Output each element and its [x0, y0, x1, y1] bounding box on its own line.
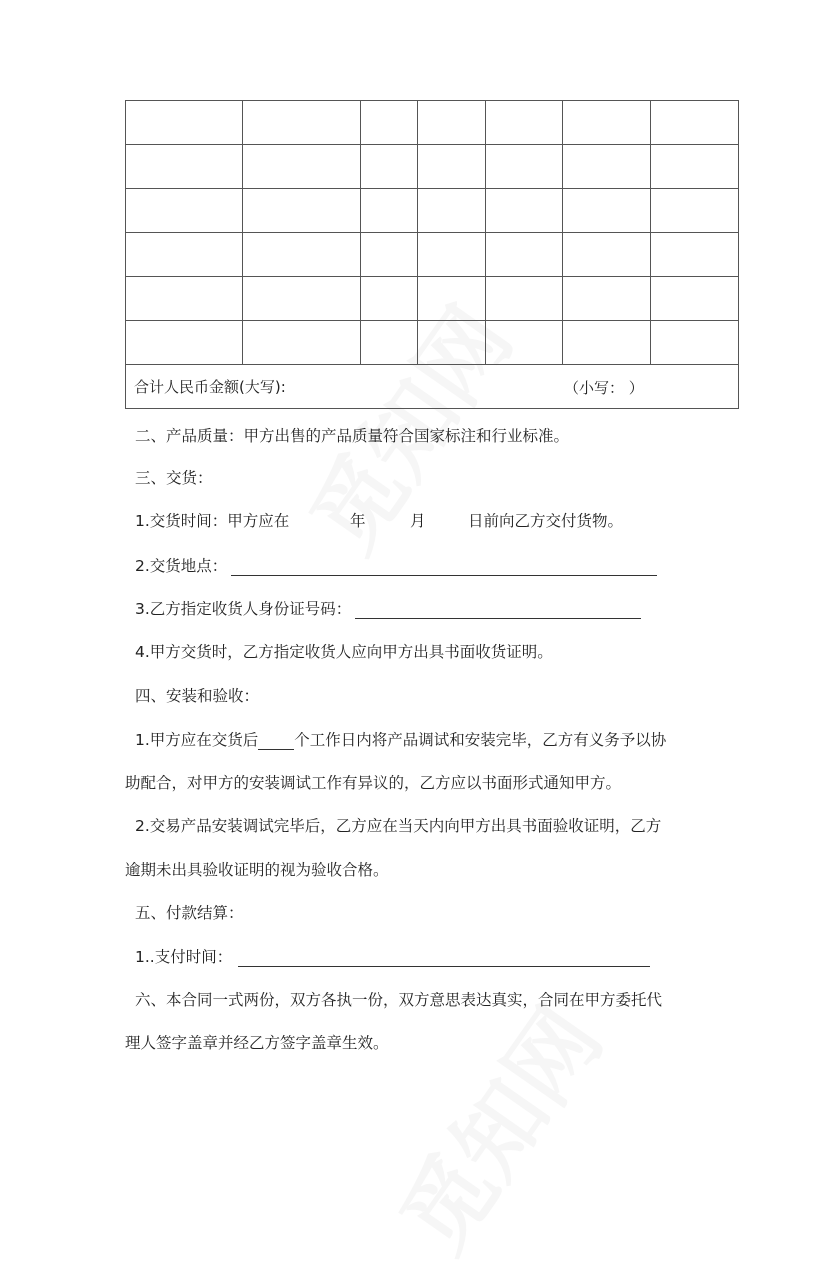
delivery-time-prefix: 1.交货时间：甲方应在: [135, 512, 290, 530]
table-cell[interactable]: [563, 189, 651, 233]
table-cell[interactable]: [360, 233, 418, 277]
delivery-proof: 4.甲方交货时，乙方指定收货人应向甲方出具书面收货证明。: [135, 643, 553, 661]
table-cell[interactable]: [242, 145, 360, 189]
table-row: [126, 145, 739, 189]
table-cell[interactable]: [360, 277, 418, 321]
table-cell[interactable]: [418, 277, 486, 321]
table-cell[interactable]: [651, 189, 739, 233]
table-cell[interactable]: [563, 233, 651, 277]
delivery-heading: 三、交货：: [135, 469, 213, 487]
table-row: [126, 101, 739, 145]
table-cell[interactable]: [126, 277, 243, 321]
table-cell[interactable]: [651, 145, 739, 189]
table-cell[interactable]: [486, 321, 563, 365]
table-cell[interactable]: [126, 233, 243, 277]
table-cell[interactable]: [651, 101, 739, 145]
total-row: [126, 365, 739, 409]
table-cell[interactable]: [242, 321, 360, 365]
table-cell[interactable]: [563, 277, 651, 321]
total-label: 合计人民币金额(大写):: [134, 378, 286, 396]
copies-clause: 六、本合同一式两份，双方各执一份，双方意思表达真实，合同在甲方委托代: [135, 991, 663, 1009]
table-cell[interactable]: [418, 101, 486, 145]
receiver-id-blank[interactable]: [355, 600, 641, 619]
install-heading: 四、安装和验收：: [135, 687, 260, 705]
table-cell[interactable]: [242, 189, 360, 233]
table-cell[interactable]: [651, 233, 739, 277]
receiver-id-label: 3.乙方指定收货人身份证号码：: [135, 600, 352, 618]
install-clause-1: [135, 730, 666, 750]
table-cell[interactable]: [242, 101, 360, 145]
payment-heading: 五、付款结算：: [135, 904, 244, 922]
payment-time-blank[interactable]: [238, 948, 650, 967]
table-cell[interactable]: [486, 189, 563, 233]
payment-time-label: 1..支付时间：: [135, 948, 233, 966]
table-cell[interactable]: [418, 145, 486, 189]
delivery-place-label: 2.交货地点：: [135, 557, 228, 575]
table-cell[interactable]: [126, 321, 243, 365]
table-cell[interactable]: [418, 233, 486, 277]
table-cell[interactable]: [651, 277, 739, 321]
table-cell[interactable]: [242, 233, 360, 277]
table-row: [126, 189, 739, 233]
delivery-time: [135, 511, 735, 531]
install-1a: 1.甲方应在交货后: [135, 731, 259, 749]
table-cell[interactable]: [486, 101, 563, 145]
install-clause-2: 2.交易产品安装调试完毕后，乙方应在当天内向甲方出具书面验收证明，乙方: [135, 817, 662, 835]
install-clause-1-cont: 助配合，对甲方的安装调试工作有异议的，乙方应以书面形式通知甲方。: [125, 774, 622, 792]
table-cell[interactable]: [360, 145, 418, 189]
table-cell[interactable]: [563, 145, 651, 189]
table-cell[interactable]: [360, 321, 418, 365]
table-row: [126, 233, 739, 277]
table-cell[interactable]: [360, 189, 418, 233]
delivery-place-blank[interactable]: [231, 557, 657, 576]
month-label: 月: [410, 512, 426, 530]
copies-clause-cont: 理人签字盖章并经乙方签字盖章生效。: [125, 1034, 389, 1052]
table-cell[interactable]: [486, 233, 563, 277]
delivery-place: [135, 556, 657, 576]
table-cell[interactable]: [486, 145, 563, 189]
install-clause-2-cont: 逾期未出具验收证明的视为验收合格。: [125, 861, 389, 879]
quality-clause: 二、产品质量：甲方出售的产品质量符合国家标注和行业标准。: [135, 427, 570, 445]
table-cell[interactable]: [418, 189, 486, 233]
table-cell[interactable]: [563, 321, 651, 365]
table-cell[interactable]: [360, 101, 418, 145]
total-cell: [126, 365, 739, 409]
total-small-label: （小写： ）: [564, 379, 644, 397]
table-cell[interactable]: [126, 145, 243, 189]
goods-table: [125, 100, 739, 409]
table-cell[interactable]: [651, 321, 739, 365]
table-cell[interactable]: [242, 277, 360, 321]
receiver-id: [135, 599, 641, 619]
table-cell[interactable]: [563, 101, 651, 145]
table-cell[interactable]: [126, 101, 243, 145]
install-1b: 个工作日内将产品调试和安装完毕，乙方有义务予以协: [294, 731, 667, 749]
table-row: [126, 277, 739, 321]
year-label: 年: [350, 512, 366, 530]
table-cell[interactable]: [126, 189, 243, 233]
watermark: [364, 977, 625, 1273]
table-cell[interactable]: [486, 277, 563, 321]
delivery-time-suffix: 日前向乙方交付货物。: [468, 512, 624, 530]
table-row: [126, 321, 739, 365]
workdays-blank[interactable]: [258, 731, 294, 750]
payment-time: [135, 947, 650, 967]
table-cell[interactable]: [418, 321, 486, 365]
